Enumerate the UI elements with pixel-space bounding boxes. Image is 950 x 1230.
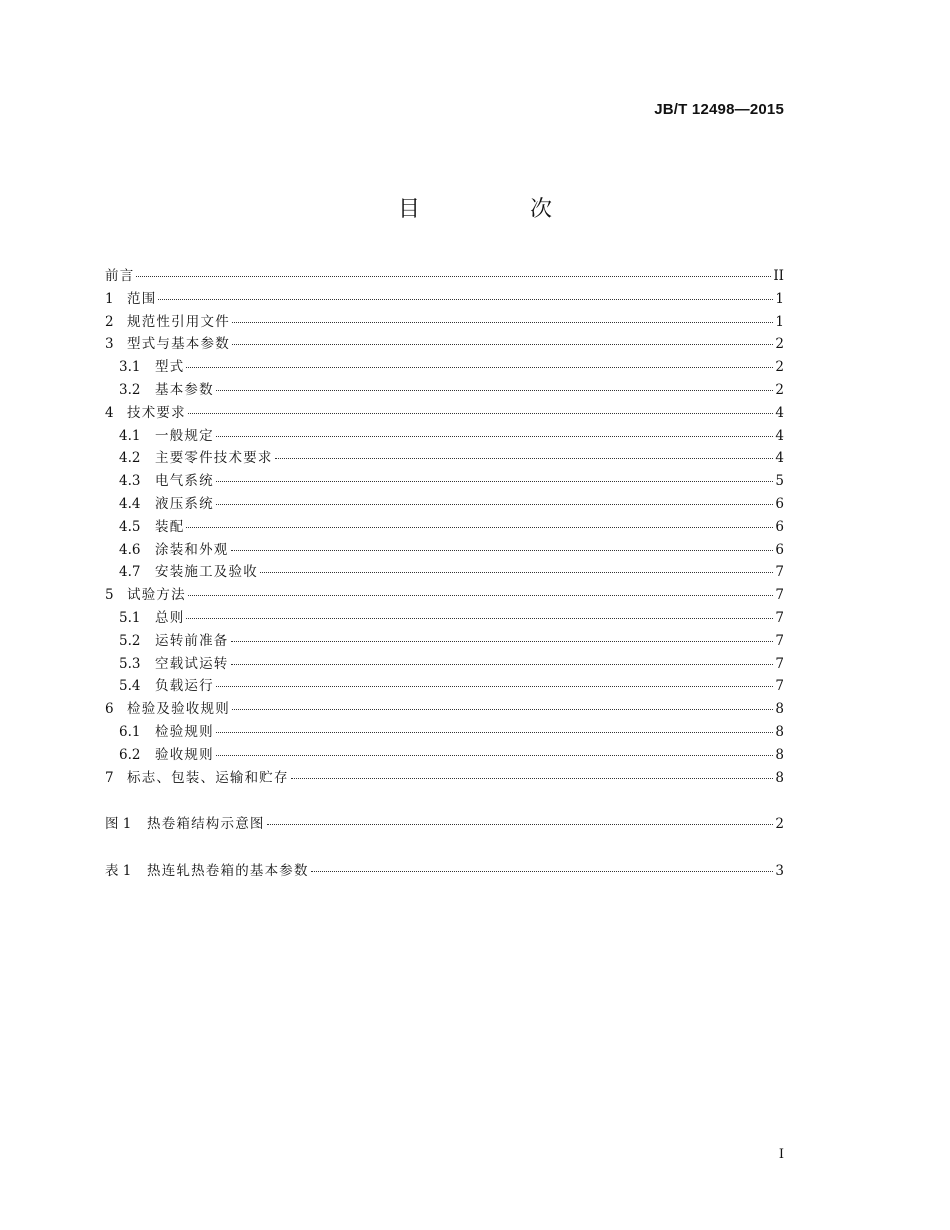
dot-leader (186, 513, 773, 528)
toc-entry-page: 8 (775, 723, 784, 740)
toc-entry-page: 6 (775, 518, 784, 535)
toc-entry-label: 热连轧热卷箱的基本参数 (147, 863, 309, 880)
dot-leader (231, 650, 774, 665)
dot-leader (216, 672, 774, 687)
toc-entry-number: 6 (105, 701, 114, 718)
toc-entry-number: 4 (105, 404, 114, 421)
toc-entry-label: 技术要求 (127, 404, 186, 421)
toc-entry-page: 2 (775, 336, 784, 353)
toc-entry-label: 运转前准备 (155, 632, 229, 649)
toc-entry-label: 检验及验收规则 (127, 701, 230, 718)
toc-entry-label: 型式 (155, 359, 185, 376)
toc-entry-label: 标志、包装、运输和贮存 (127, 769, 289, 786)
toc-entry-number: 1 (105, 290, 114, 307)
toc-entry-number: 5.4 (119, 678, 141, 695)
dot-leader (232, 308, 774, 323)
toc-entry-number: 2 (105, 313, 114, 330)
dot-leader (231, 627, 774, 642)
toc-entry-label: 试验方法 (127, 587, 186, 604)
dot-leader (216, 376, 774, 391)
toc-entry-label: 装配 (155, 518, 185, 535)
toc-entry-page: 7 (775, 564, 784, 581)
toc-entry-page: 4 (775, 450, 784, 467)
dot-leader (216, 467, 774, 482)
toc-entry-number: 4.1 (119, 427, 141, 444)
dot-leader (260, 558, 774, 573)
dot-leader (186, 353, 773, 368)
dot-leader (311, 857, 774, 872)
toc-entry-page: 4 (775, 404, 784, 421)
toc-entry-page: 5 (775, 473, 784, 490)
toc-entry-number: 7 (105, 769, 114, 786)
toc-entry-number: 6.2 (119, 746, 141, 763)
dot-leader (216, 741, 774, 756)
dot-leader (188, 581, 774, 596)
toc-entry-number: 4.6 (119, 541, 141, 558)
dot-leader (216, 718, 774, 733)
toc-entry-page: 7 (775, 632, 784, 649)
toc-entry-label: 规范性引用文件 (127, 313, 230, 330)
toc-entry-page: 7 (775, 609, 784, 626)
toc-entry[interactable] (105, 767, 784, 790)
dot-leader (267, 810, 774, 825)
toc-entry-number: 5 (105, 587, 114, 604)
toc-entry-page: 2 (775, 381, 784, 398)
toc-entry-label: 型式与基本参数 (127, 336, 230, 353)
toc-entry[interactable] (105, 813, 784, 836)
toc-entry-label: 涂装和外观 (155, 541, 229, 558)
toc-entry-label: 电气系统 (155, 473, 214, 490)
toc-entry-number: 5.1 (119, 609, 141, 626)
toc-entry-number: 4.5 (119, 518, 141, 535)
dot-leader (232, 695, 774, 710)
toc-entry-label: 主要零件技术要求 (155, 450, 273, 467)
toc-entry-page: 8 (775, 746, 784, 763)
toc-entry-number: 5.3 (119, 655, 141, 672)
toc-entry-label: 负载运行 (155, 678, 214, 695)
toc-entry-page: 2 (775, 816, 784, 833)
page-title: 目 次 (397, 197, 596, 222)
toc-entry-page: 6 (775, 495, 784, 512)
toc-entry-page: 4 (775, 427, 784, 444)
dot-leader (188, 399, 774, 414)
toc-entry-label: 空载试运转 (155, 655, 229, 672)
toc-entry-number: 5.2 (119, 632, 141, 649)
dot-leader (231, 536, 774, 551)
table-of-contents (105, 265, 784, 883)
toc-entry-number: 图 1 (105, 816, 132, 833)
toc-entry-label: 检验规则 (155, 723, 214, 740)
toc-entry-label: 安装施工及验收 (155, 564, 258, 581)
toc-entry-label: 总则 (155, 609, 185, 626)
toc-entry-number: 4.7 (119, 564, 141, 581)
toc-entry-label: 液压系统 (155, 495, 214, 512)
toc-entry-page: 7 (775, 678, 784, 695)
toc-entry-page: 7 (775, 587, 784, 604)
toc-entry-page: 2 (775, 359, 784, 376)
toc-entry-number: 3.2 (119, 381, 141, 398)
toc-entry-number: 4.3 (119, 473, 141, 490)
dot-leader (291, 764, 774, 779)
toc-entry-label: 范围 (127, 290, 157, 307)
toc-entry-page: 6 (775, 541, 784, 558)
toc-entry-page: 1 (775, 290, 784, 307)
dot-leader (275, 444, 774, 459)
toc-entry-number: 3.1 (119, 359, 141, 376)
dot-leader (216, 490, 774, 505)
toc-entry-label: 一般规定 (155, 427, 214, 444)
toc-entry-label: 基本参数 (155, 381, 214, 398)
dot-leader (136, 262, 771, 277)
dot-leader (216, 422, 774, 437)
toc-entry-number: 表 1 (105, 863, 132, 880)
toc-entry-number: 3 (105, 336, 114, 353)
dot-leader (232, 330, 774, 345)
toc-entry-page: 3 (775, 863, 784, 880)
toc-entry-page: II (773, 268, 784, 284)
toc-entry-number: 4.4 (119, 495, 141, 512)
dot-leader (158, 285, 773, 300)
toc-entry-number: 4.2 (119, 450, 141, 467)
toc-entry-page: 8 (775, 769, 784, 786)
page-number: I (778, 1147, 784, 1162)
toc-entry-page: 8 (775, 701, 784, 718)
toc-entry-label: 前言 (105, 268, 135, 284)
toc-entry-label: 验收规则 (155, 746, 214, 763)
standard-code: JB/T 12498—2015 (654, 101, 784, 118)
toc-entry[interactable] (105, 860, 784, 883)
toc-entry-label: 热卷箱结构示意图 (147, 816, 265, 833)
dot-leader (186, 604, 773, 619)
toc-entry-page: 7 (775, 655, 784, 672)
toc-entry-page: 1 (775, 313, 784, 330)
toc-entry-number: 6.1 (119, 723, 141, 740)
